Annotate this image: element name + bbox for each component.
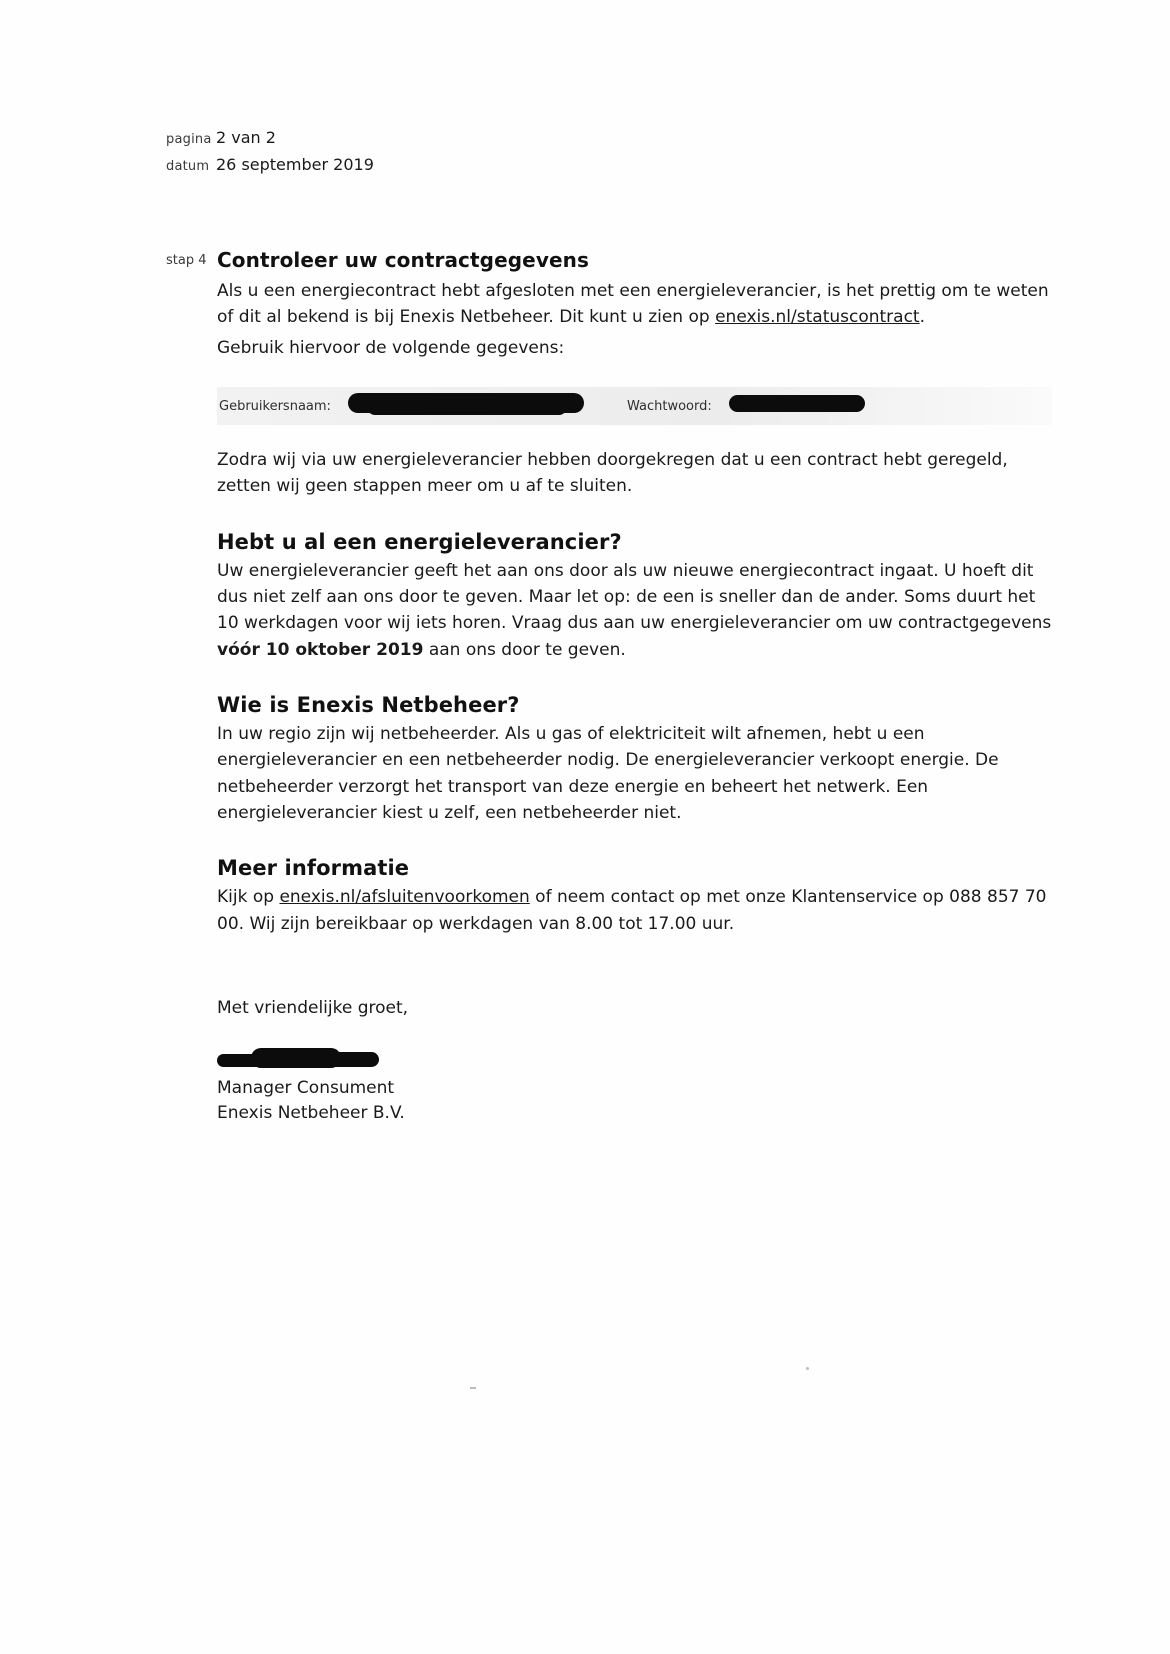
closing-block [217, 995, 1052, 1126]
paragraph-meer-informatie [217, 884, 1052, 937]
signature-redaction [217, 1048, 382, 1070]
para-text-after-deadline: aan ons door te geven. [423, 639, 626, 660]
password-redaction [729, 395, 865, 412]
document-body [217, 248, 1052, 1127]
deadline-date: vóór 10 oktober 2019 [217, 639, 424, 660]
para-text-before-deadline: Uw energieleverancier geeft het aan ons door als uw nieuwe energiecontract ingaat. U hoeft dit dus niet zelf aan ons door te geven. Maar let op: de een is sneller dan de ander. Soms duurt het 10 werkdagen voor wij iets horen. Vraag dus aan uw energieleverancier om uw contractgegevens [217, 560, 1052, 634]
password-label: Wachtwoord: [627, 399, 712, 415]
scan-artifact [806, 1367, 809, 1370]
intro-paragraph [217, 278, 1052, 331]
section-title: Controleer uw contractgegevens [217, 248, 589, 272]
paragraph-wie-is-enexis: In uw regio zijn wij netbeheerder. Als u gas of elektriciteit wilt afnemen, hebt u een energieleverancier en een netbeheerder nodig. De energieleverancier verkoopt energie. De netbeheerder verzorgt het transport van deze energie en beheert het netwerk. Een energieleverancier kiest u zelf, een netbeheerder niet. [217, 724, 999, 824]
heading-meer-informatie: Meer informatie [217, 856, 410, 881]
date-label: datum [166, 159, 210, 174]
after-credentials-paragraph: Zodra wij via uw energieleverancier hebben doorgekregen dat u een contract hebt geregeld, zetten wij geen stappen meer om u af te sluiten. [217, 450, 1008, 497]
page-label: pagina [166, 132, 212, 147]
meer-info-text-before: Kijk op [217, 887, 280, 908]
intro-paragraph-2: Gebruik hiervoor de volgende gegevens: [217, 337, 565, 358]
meta-row-date [166, 155, 666, 174]
username-label: Gebruikersnaam: [219, 399, 331, 415]
page-value: 2 van 2 [216, 128, 276, 147]
intro-text-1-end: . [919, 307, 926, 328]
intro-text-1: Als u een energiecontract hebt afgesloten met een energieleverancier, is het prettig om te weten of dit al bekend is bij Enexis Netbeheer. Dit kunt u zien op [217, 281, 1049, 328]
closing-greeting: Met vriendelijke groet, [217, 998, 409, 1019]
closing-company: Enexis Netbeheer B.V. [217, 1103, 405, 1123]
document-meta [166, 128, 666, 182]
paragraph-energieleverancier [217, 558, 1052, 663]
statuscontract-link[interactable]: enexis.nl/statuscontract [715, 307, 920, 328]
afsluitenvoorkomen-link[interactable]: enexis.nl/afsluitenvoorkomen [279, 887, 530, 908]
signature-blob-3 [327, 1052, 379, 1067]
closing-role: Manager Consument [217, 1077, 395, 1098]
step-marker: stap 4 [166, 253, 207, 268]
heading-wie-is-enexis: Wie is Enexis Netbeheer? [217, 693, 520, 718]
scan-artifact [470, 1387, 476, 1389]
meer-info-text-after: of neem contact op met onze Klantenservice op 088 857 70 00. Wij zijn bereikbaar op werkdagen van 8.00 tot 17.00 uur. [217, 887, 1047, 934]
username-redaction-secondary [367, 399, 567, 415]
meta-row-page [166, 128, 666, 147]
date-value: 26 september 2019 [216, 155, 374, 174]
heading-energieleverancier: Hebt u al een energieleverancier? [217, 529, 622, 554]
credentials-strip [217, 387, 1052, 425]
